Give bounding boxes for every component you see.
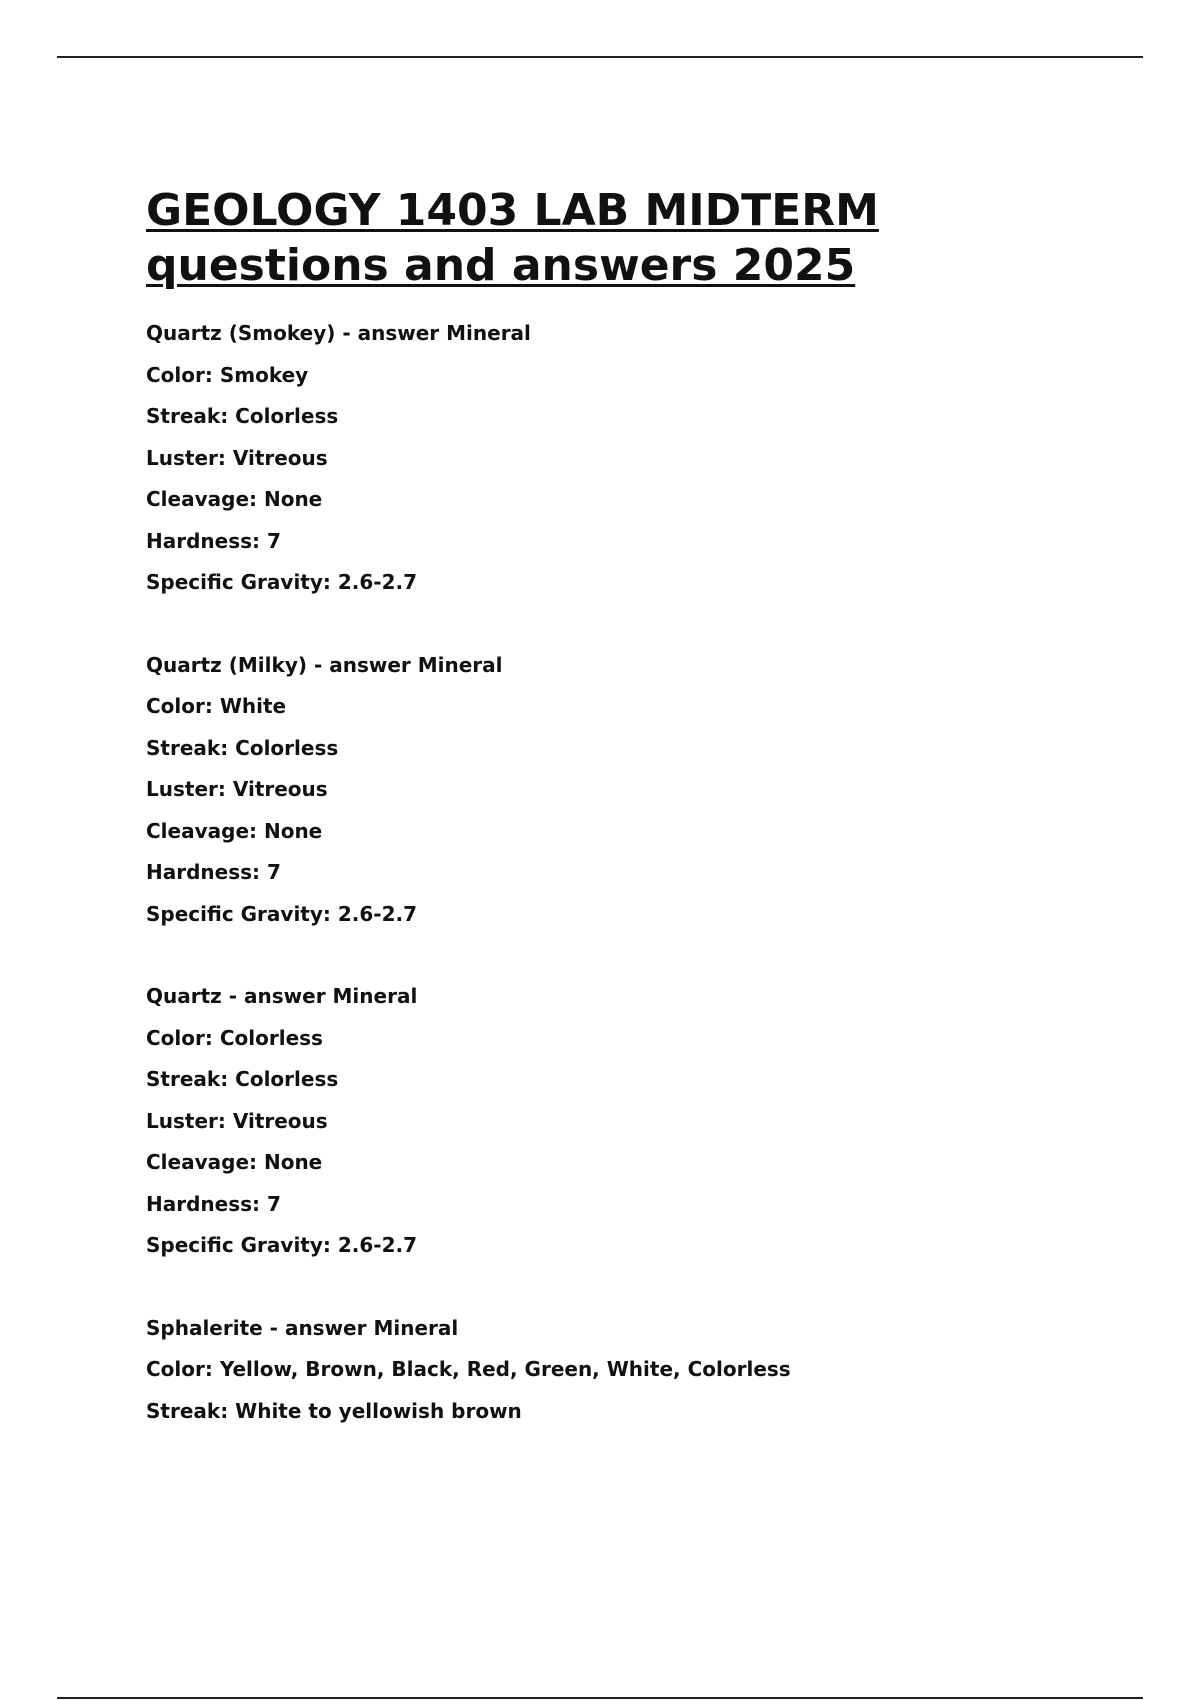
property-specific-gravity: Specific Gravity: 2.6-2.7 [146,901,418,926]
property-color: Color: Smokey [146,362,309,387]
property-specific-gravity: Specific Gravity: 2.6-2.7 [146,570,418,594]
entry-question: Quartz (Milky) - answer Mineral [146,652,503,677]
property-hardness: Hardness: 7 [146,1191,281,1216]
property-streak: Streak: Colorless [146,404,339,428]
entry-question: Sphalerite - answer Mineral [146,1315,459,1340]
footer-rule [57,1697,1143,1699]
property-color: Color: White [146,694,287,718]
property-luster: Luster: Vitreous [146,445,328,470]
property-cleavage: Cleavage: None [146,818,323,843]
property-luster: Luster: Vitreous [146,777,328,801]
entry-question: Quartz (Smokey) - answer Mineral [146,321,531,345]
qa-entry-quartz-milky [146,645,1126,936]
qa-entry-quartz [146,976,1126,1267]
title-line-1: GEOLOGY 1403 LAB MIDTERM [146,185,879,236]
property-hardness: Hardness: 7 [146,860,281,884]
property-streak: Streak: Colorless [146,1067,339,1091]
qa-entry-sphalerite [146,1308,1126,1433]
property-specific-gravity: Specific Gravity: 2.6-2.7 [146,1233,418,1257]
property-hardness: Hardness: 7 [146,528,281,553]
property-streak: Streak: White to yellowish brown [146,1398,522,1423]
property-cleavage: Cleavage: None [146,1150,323,1174]
entry-question: Quartz - answer Mineral [146,984,418,1008]
qa-entry-quartz-smokey [146,313,1126,604]
property-color: Color: Colorless [146,1025,323,1050]
header-rule [57,56,1143,58]
document-title [146,183,1126,293]
property-cleavage: Cleavage: None [146,487,323,511]
title-line-2: questions and answers 2025 [146,240,856,291]
property-color: Color: Yellow, Brown, Black, Red, Green, White, Colorless [146,1357,791,1381]
property-streak: Streak: Colorless [146,735,339,760]
property-luster: Luster: Vitreous [146,1108,328,1133]
document-body [146,183,1126,1473]
